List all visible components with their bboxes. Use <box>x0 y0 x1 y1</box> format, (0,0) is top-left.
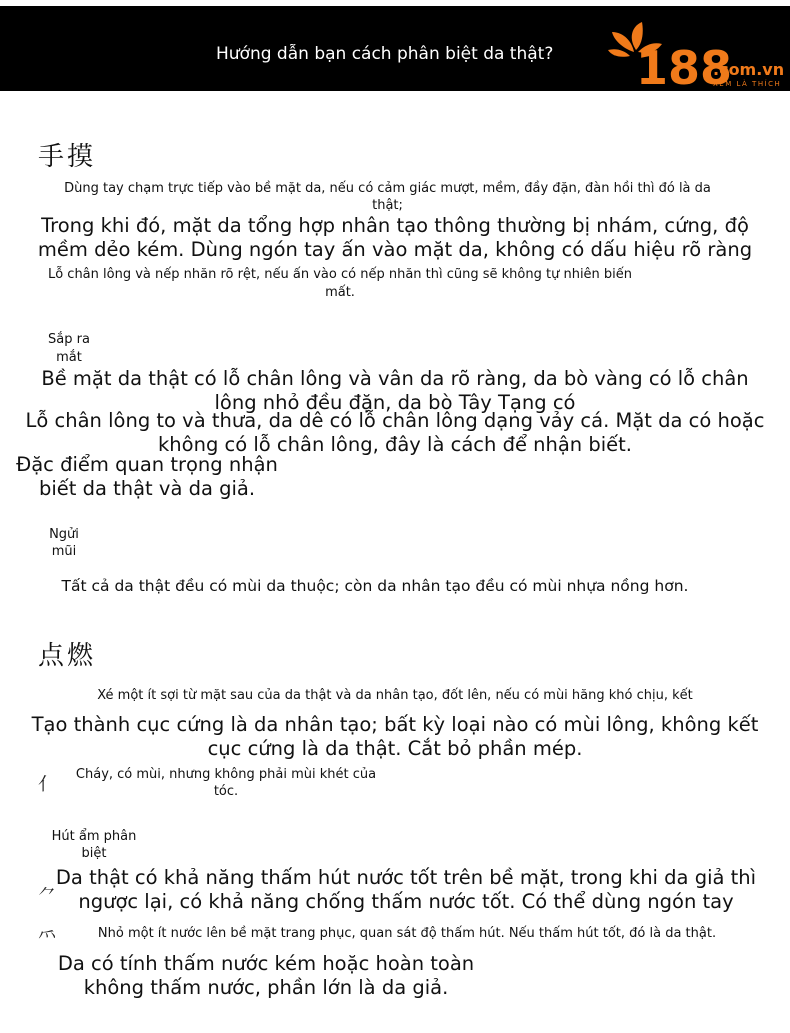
touch-line-1a: Dùng tay chạm trực tiếp vào bề mặt da, nếu có cảm giác mượt, mềm, đầy đặn, đàn hồi thì đó là da <box>64 181 711 196</box>
brand-logo[interactable] <box>606 20 788 90</box>
burn-line-2a: Tạo thành cục cứng là da nhân tạo; bất kỳ loại nào có mùi lông, không kết <box>31 713 759 736</box>
smell-label-b: mũi <box>51 544 77 559</box>
look-line-2b: không có lỗ chân lông, đây là cách để nhận biết. <box>158 433 632 456</box>
logo-tagline: XEM LÀ THÍCH <box>713 80 782 88</box>
bullet-mark-icon: ⺅ <box>38 774 56 795</box>
look-label-b: mắt <box>56 350 82 365</box>
section-heading-burn: 点燃 <box>38 641 97 671</box>
touch-line-3b: mất. <box>325 285 355 300</box>
absorb-line-3b: không thấm nước, phần lớn là da giả. <box>83 976 449 999</box>
burn-line-3b: tóc. <box>213 784 239 799</box>
look-label-a: Sắp ra <box>48 332 90 347</box>
absorb-line-1a: Da thật có khả năng thấm hút nước tốt trên bề mặt, trong khi da giả thì <box>55 866 757 889</box>
touch-line-3a: Lỗ chân lông và nếp nhăn rõ rệt, nếu ấn vào có nếp nhăn thì cũng sẽ không tự nhiên biến <box>47 267 633 282</box>
absorb-line-3a: Da có tính thấm nước kém hoặc hoàn toàn <box>57 952 475 975</box>
logo-domain: .com.vn <box>713 60 785 79</box>
bullet-mark-icon: ⺤ <box>38 926 56 947</box>
burn-line-1: Xé một ít sợi từ mặt sau của da thật và da nhân tạo, đốt lên, nếu có mùi hăng khó chịu, kết <box>97 688 693 703</box>
absorb-label-b: biệt <box>81 846 107 861</box>
look-line-3b: biết da thật và da giả. <box>38 477 256 500</box>
page-title: Hướng dẫn bạn cách phân biệt da thật? <box>216 44 554 64</box>
burn-line-3a: Cháy, có mùi, nhưng không phải mùi khét của <box>75 767 377 782</box>
logo-number: 188 <box>636 41 733 90</box>
section-heading-touch: 手摸 <box>38 142 97 172</box>
header-bar <box>0 6 790 91</box>
logo-mark <box>606 20 788 90</box>
look-line-2a: Lỗ chân lông to và thưa, da dê có lỗ chân lông dạng vảy cá. Mặt da có hoặc <box>25 409 765 432</box>
burn-line-2b: cục cứng là da thật. Cắt bỏ phần mép. <box>207 737 583 760</box>
touch-line-2a: Trong khi đó, mặt da tổng hợp nhân tạo thông thường bị nhám, cứng, độ <box>41 214 749 237</box>
bullet-mark-icon: ⺈ <box>38 886 56 907</box>
touch-line-1b: thật; <box>372 198 403 213</box>
touch-line-2b: mềm dẻo kém. Dùng ngón tay ấn vào mặt da, không có dấu hiệu rõ ràng <box>37 238 753 261</box>
look-line-1b: lông nhỏ đều đặn, da bò Tây Tạng có <box>214 391 576 414</box>
look-line-1a: Bề mặt da thật có lỗ chân lông và vân da rõ ràng, da bò vàng có lỗ chân <box>41 367 749 390</box>
absorb-line-1b: ngược lại, có khả năng chống thấm nước tốt. Có thể dùng ngón tay <box>78 890 734 913</box>
smell-line-1: Tất cả da thật đều có mùi da thuộc; còn da nhân tạo đều có mùi nhựa nồng hơn. <box>61 577 689 595</box>
smell-label-a: Ngửi <box>49 527 79 542</box>
absorb-label-a: Hút ẩm phân <box>51 829 137 844</box>
look-line-3a: Đặc điểm quan trọng nhận <box>16 453 278 476</box>
absorb-line-2: Nhỏ một ít nước lên bề mặt trang phục, quan sát độ thấm hút. Nếu thấm hút tốt, đó là da thật. <box>97 926 717 941</box>
